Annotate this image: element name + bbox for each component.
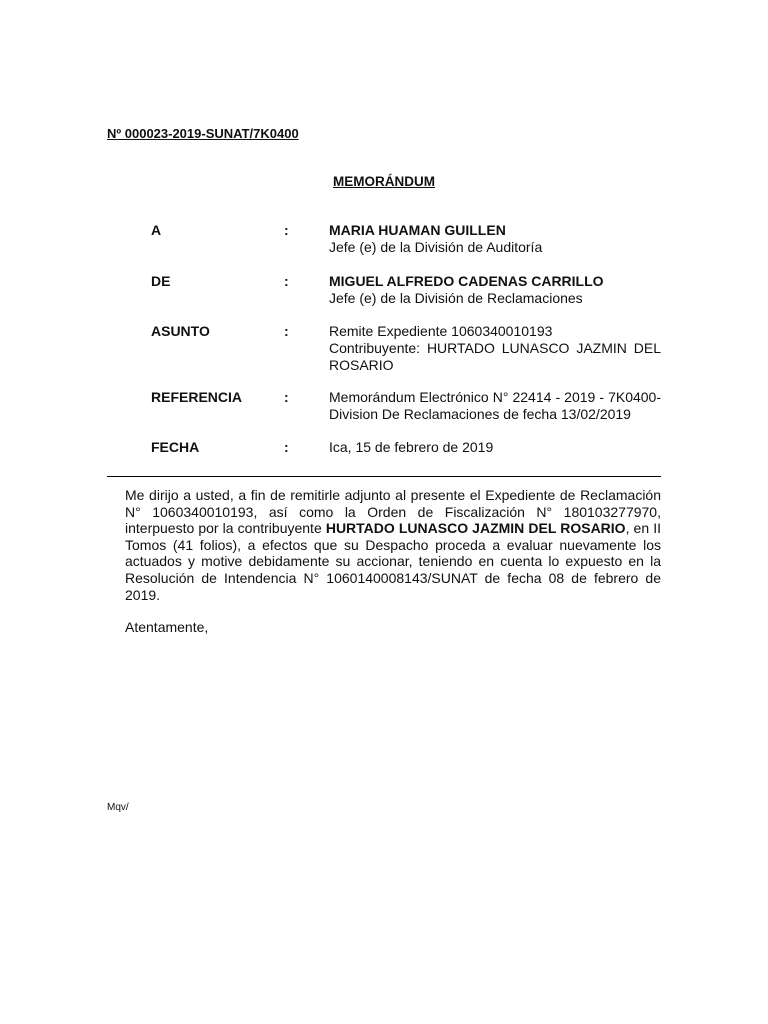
- field-from-colon: :: [284, 273, 289, 289]
- header-divider: [107, 476, 661, 477]
- field-from-value: [329, 273, 661, 307]
- body-part-1: Me dirijo a usted, a fin de remitirle adjunto al presente el Expediente de Reclamación N° 1060340010193, así como la Orden de Fiscalización N° 180103277970, interpuesto por la contribuyente: [125, 487, 661, 537]
- field-from-label: DE: [151, 273, 171, 289]
- memo-body: [125, 487, 661, 603]
- field-reference-value: Memorándum Electrónico N° 22414 - 2019 - 7K0400-Division De Reclamaciones de fecha 13/02/2019: [329, 389, 661, 422]
- field-to-colon: :: [284, 222, 289, 238]
- subject-line-1: Remite Expediente 1060340010193: [329, 323, 553, 339]
- field-date-value: Ica, 15 de febrero de 2019: [329, 439, 494, 455]
- field-reference-label: REFERENCIA: [151, 389, 243, 405]
- recipient-role: Jefe (e) de la División de Auditoría: [329, 239, 543, 255]
- field-subject-value: [329, 323, 661, 374]
- recipient-name: MARIA HUAMAN GUILLEN: [329, 222, 506, 238]
- subject-line-2: Contribuyente: HURTADO LUNASCO JAZMIN DEL ROSARIO: [329, 340, 661, 373]
- field-to-label: A: [151, 222, 162, 238]
- memo-title: MEMORÁNDUM: [333, 174, 435, 189]
- field-reference-colon: :: [284, 389, 289, 405]
- field-date-label: FECHA: [151, 439, 200, 455]
- typist-initials: Mqv/: [107, 802, 129, 813]
- body-part-2: , en II Tomos (41 folios), a efectos que su Despacho proceda a evaluar nuevamente los actuados y motive debidamente su accionar, teniendo en cuenta lo expuesto en la Resolución de Intendencia N° 1060140008143/SUNAT de fecha 08 de febrero de 2019.: [125, 520, 662, 603]
- sender-name: MIGUEL ALFREDO CADENAS CARRILLO: [329, 273, 604, 289]
- sender-role: Jefe (e) de la División de Reclamaciones: [329, 290, 583, 306]
- field-subject-label: ASUNTO: [151, 323, 210, 339]
- document-number: Nº 000023-2019-SUNAT/7K0400: [107, 126, 299, 141]
- field-to-value: [329, 222, 661, 256]
- field-date-colon: :: [284, 439, 289, 455]
- closing: Atentamente,: [125, 619, 209, 635]
- field-subject-colon: :: [284, 323, 289, 339]
- body-taxpayer: HURTADO LUNASCO JAZMIN DEL ROSARIO: [325, 520, 626, 537]
